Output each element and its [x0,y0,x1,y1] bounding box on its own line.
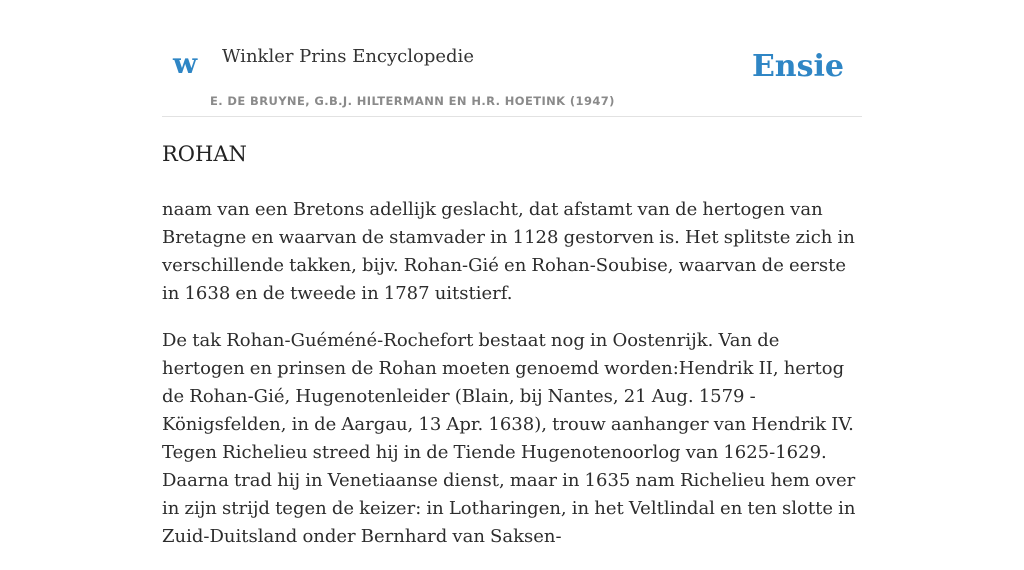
article-body [162,138,864,570]
entry-title: ROHAN [162,142,247,166]
book-title[interactable]: Winkler Prins Encyclopedie [222,46,474,67]
encyclopedia-logo-icon[interactable]: w [173,47,198,80]
ensie-logo[interactable]: Ensie [751,49,844,84]
article-paragraph-2: De tak Rohan-Guéméné-Rochefort bestaat nog in Oostenrijk. Van de hertogen en prinsen de Rohan moeten genoemd worden:Hendrik II, hertog de Rohan-Gié, Hugenotenleider (Blain, bij Nantes, 21 Aug. 1579 - Königsfelden, in de Aargau, 13 Apr. 1638), trouw aanhanger van Hendrik IV. Tegen Richelieu streed hij in de Tiende Hugenotenoorlog van 1625-1629. Daarna trad hij in Venetiaanse dienst, maar in 1635 nam Richelieu hem over in zijn strijd tegen de keizer: in Lotharingen, in het Veltlindal en ten slotte in Zuid-Duitsland onder Bernhard van Saksen- [162,330,856,547]
site-header [162,0,862,117]
article-paragraph-1: naam van een Bretons adellijk geslacht, dat afstamt van de hertogen van Bretagne en waarvan de stamvader in 1128 gestorven is. Het splitste zich in verschillende takken, bijv. Rohan-Gié en Rohan-Soubise, waarvan de eerste in 1638 en de tweede in 1787 uitstierf. [162,199,855,304]
book-authors: E. DE BRUYNE, G.B.J. HILTERMANN EN H.R. HOETINK (1947) [210,94,615,108]
